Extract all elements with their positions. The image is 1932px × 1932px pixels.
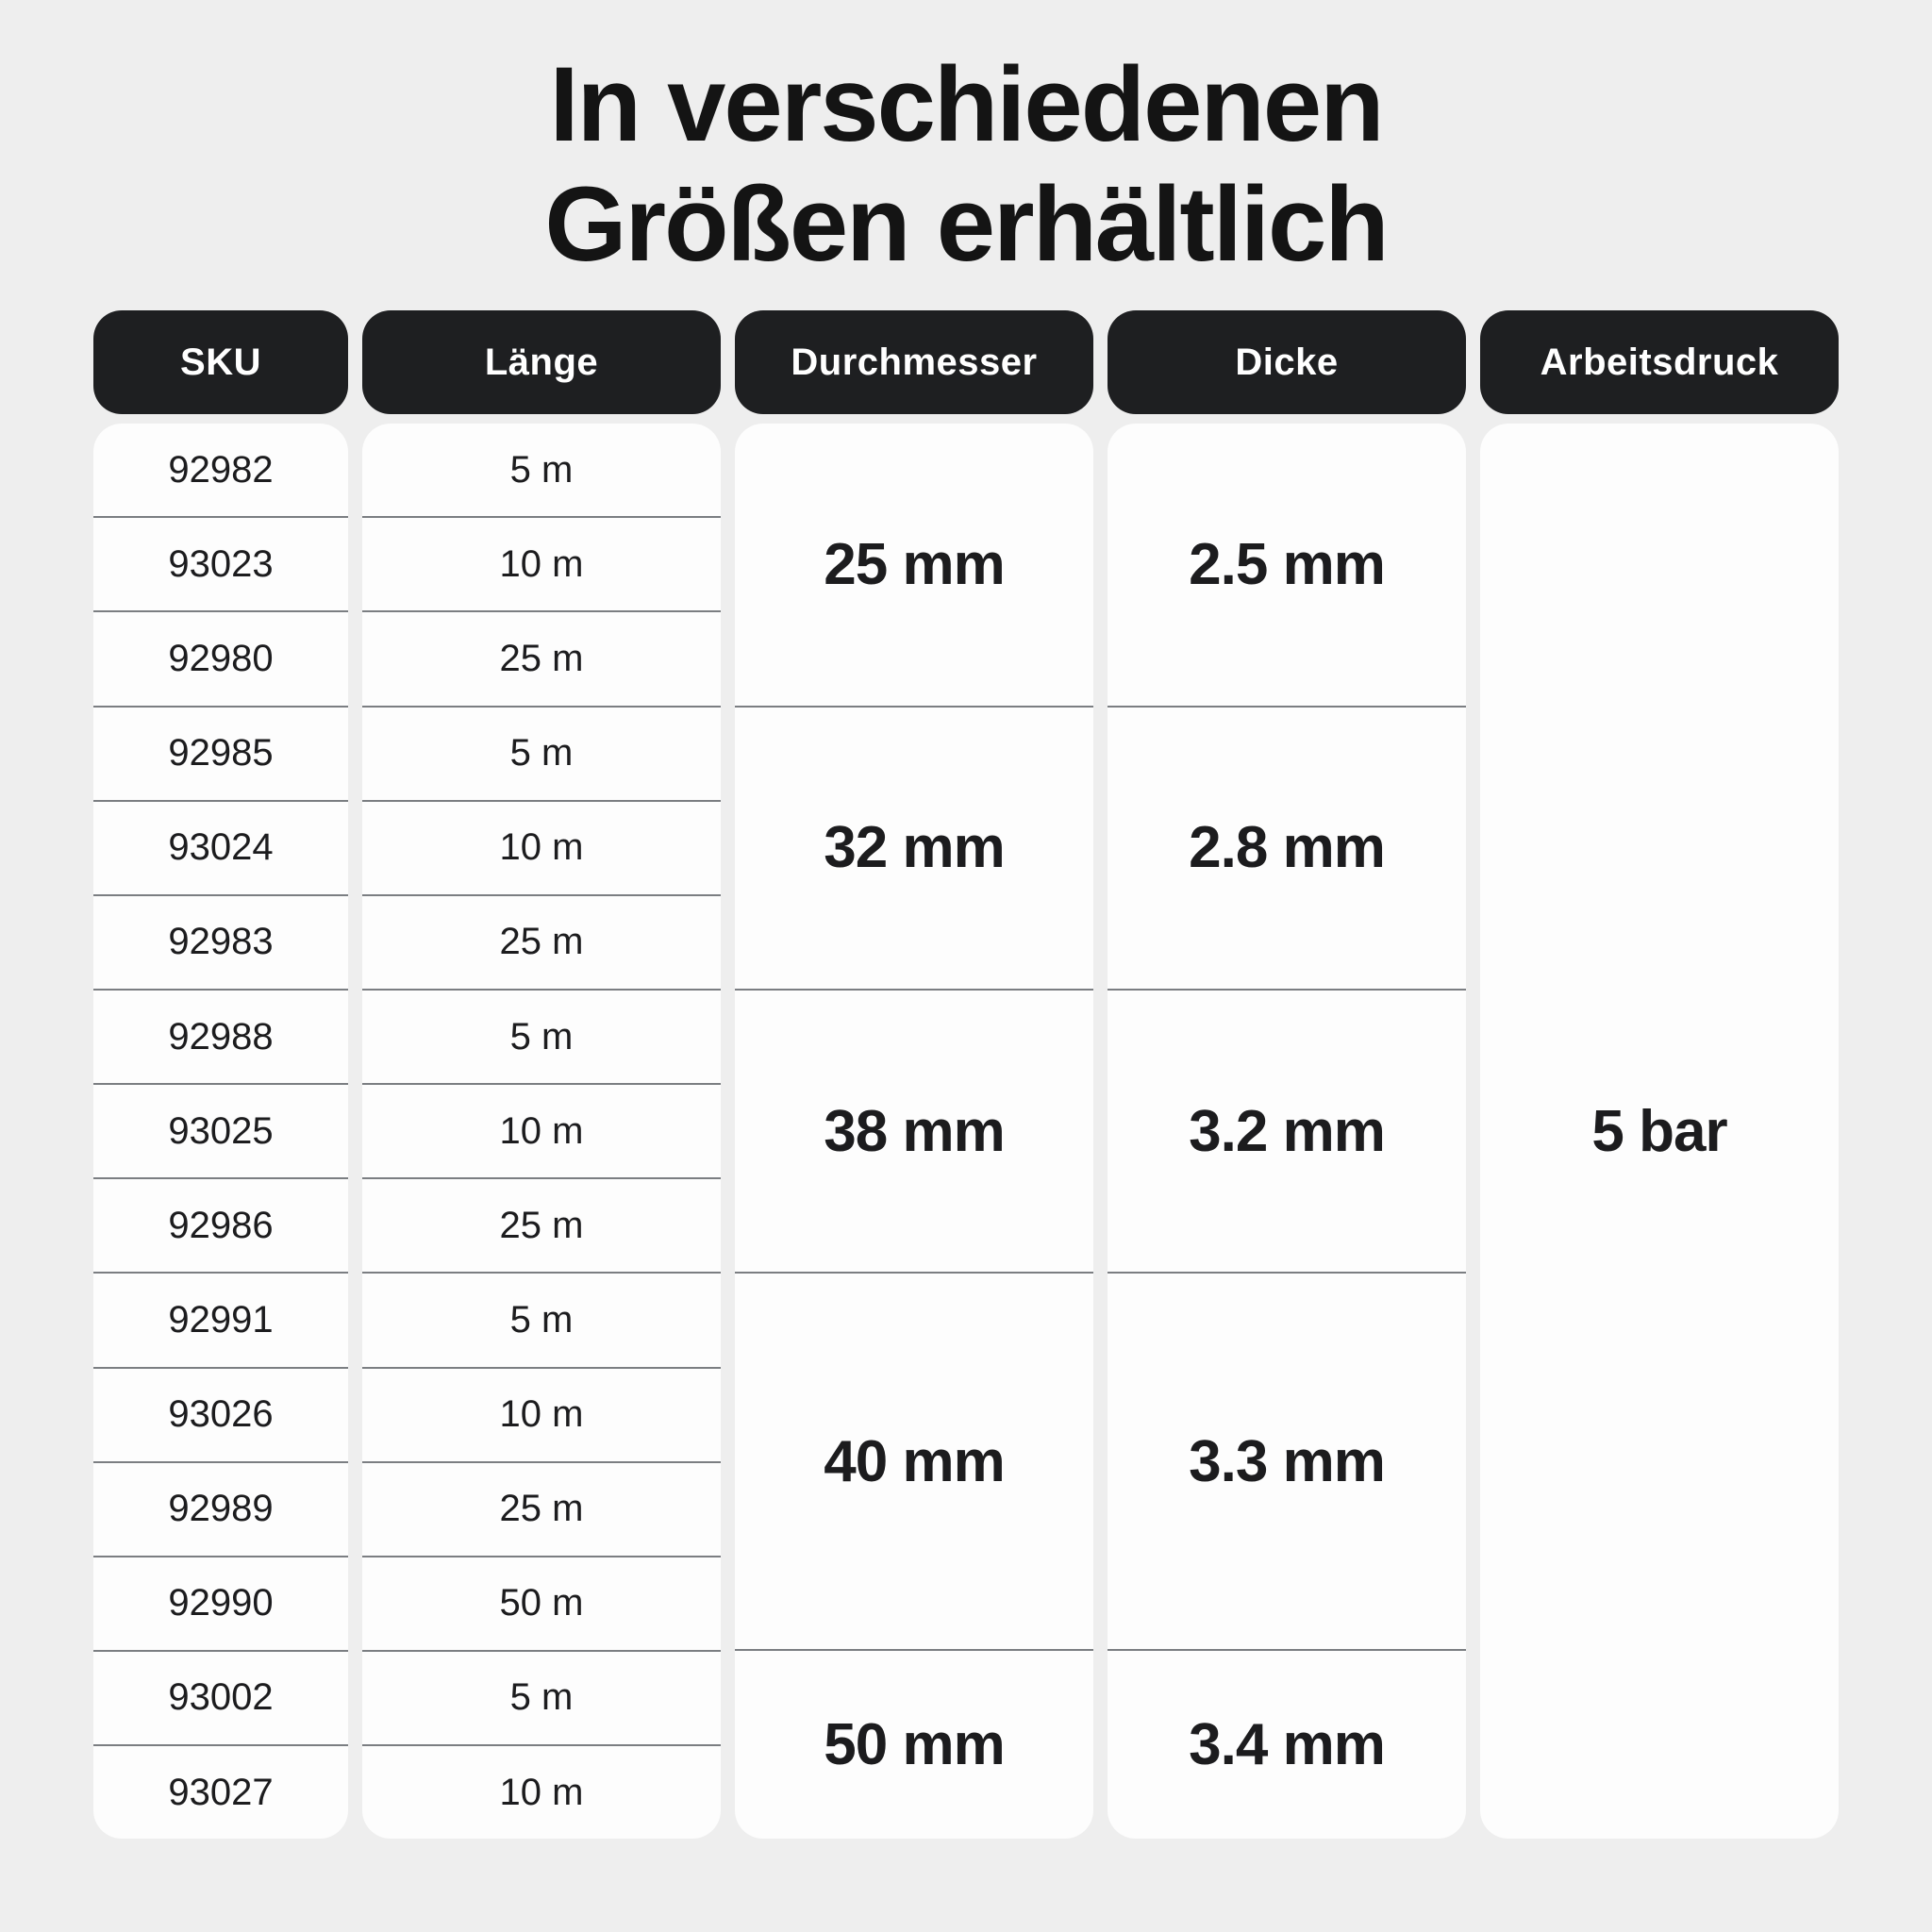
cell-durchmesser: 40 mm: [735, 1274, 1093, 1651]
column-body-sku: [93, 424, 348, 1839]
cell-laenge: 5 m: [362, 1652, 721, 1746]
column-sku: [93, 310, 348, 1839]
cell-laenge: 10 m: [362, 518, 721, 612]
column-laenge: [362, 310, 721, 1839]
cell-dicke: 3.4 mm: [1189, 1712, 1385, 1778]
column-durchmesser: [735, 310, 1093, 1839]
cell-sku: 93027: [168, 1771, 274, 1813]
column-header-arbeitsdruck: Arbeitsdruck: [1480, 310, 1839, 414]
cell-laenge: 25 m: [362, 896, 721, 991]
column-body-durchmesser: [735, 424, 1093, 1839]
cell-sku: 92983: [93, 896, 348, 991]
page-title: [0, 0, 1932, 284]
cell-durchmesser: 32 mm: [735, 708, 1093, 991]
cell-dicke: 2.5 mm: [1108, 424, 1466, 707]
cell-laenge: 5 m: [362, 1274, 721, 1368]
cell-sku: 92986: [93, 1179, 348, 1274]
cell-dicke: 3.3 mm: [1108, 1274, 1466, 1651]
cell-sku: 92982: [93, 424, 348, 518]
cell-laenge: 25 m: [362, 1463, 721, 1557]
cell-durchmesser: 50 mm: [824, 1712, 1005, 1778]
column-header-sku: SKU: [93, 310, 348, 414]
column-body-arbeitsdruck: [1480, 424, 1839, 1839]
cell-laenge: 25 m: [362, 1179, 721, 1274]
cell-sku: 93026: [93, 1369, 348, 1463]
cell-durchmesser: 38 mm: [735, 991, 1093, 1274]
cell-sku: 92989: [93, 1463, 348, 1557]
column-header-laenge: Länge: [362, 310, 721, 414]
cell-sku: 93024: [93, 802, 348, 896]
cell-laenge: 5 m: [362, 424, 721, 518]
cell-laenge: 50 m: [362, 1557, 721, 1652]
cell-sku: 92988: [93, 991, 348, 1085]
cell-laenge: 5 m: [362, 708, 721, 802]
cell-sku: 93023: [93, 518, 348, 612]
cell-dicke: 3.2 mm: [1108, 991, 1466, 1274]
cell-laenge: 10 m: [362, 1369, 721, 1463]
page-title-line1: In verschiedenen: [549, 45, 1383, 163]
page-title-line2: Größen erhältlich: [544, 164, 1388, 283]
cell-arbeitsdruck: 5 bar: [1591, 1098, 1727, 1164]
cell-laenge: 10 m: [362, 1085, 721, 1179]
cell-sku: 92985: [93, 708, 348, 802]
column-body-laenge: [362, 424, 721, 1839]
cell-sku: 93025: [93, 1085, 348, 1179]
size-table: [0, 310, 1932, 1839]
column-header-durchmesser: Durchmesser: [735, 310, 1093, 414]
column-body-dicke: [1108, 424, 1466, 1839]
cell-laenge: 25 m: [362, 612, 721, 707]
cell-sku: 92991: [93, 1274, 348, 1368]
cell-laenge: 10 m: [499, 1771, 584, 1813]
column-arbeitsdruck: [1480, 310, 1839, 1839]
column-dicke: [1108, 310, 1466, 1839]
cell-laenge: 10 m: [362, 802, 721, 896]
cell-sku: 92990: [93, 1557, 348, 1652]
cell-sku: 92980: [93, 612, 348, 707]
cell-dicke: 2.8 mm: [1108, 708, 1466, 991]
column-header-dicke: Dicke: [1108, 310, 1466, 414]
cell-sku: 93002: [93, 1652, 348, 1746]
cell-durchmesser: 25 mm: [735, 424, 1093, 707]
cell-laenge: 5 m: [362, 991, 721, 1085]
